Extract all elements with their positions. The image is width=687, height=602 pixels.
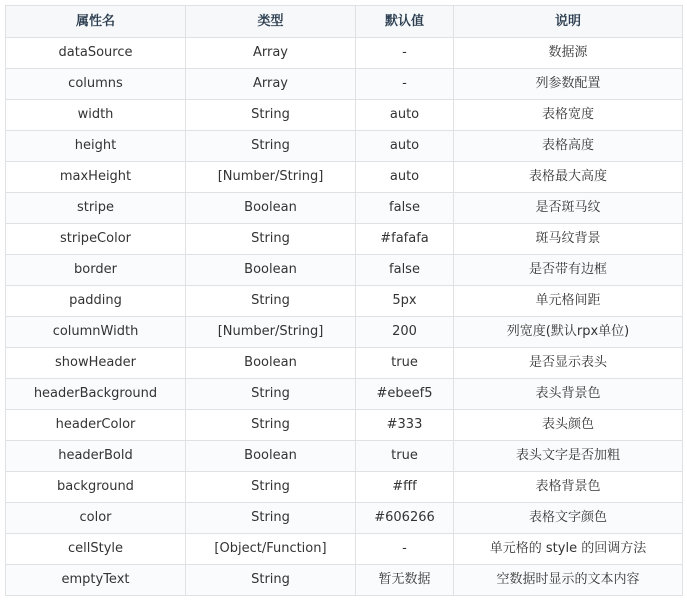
- cell-description: 表头背景色: [454, 379, 683, 410]
- cell-prop-name: maxHeight: [6, 162, 186, 193]
- cell-description: 是否显示表头: [454, 348, 683, 379]
- table-row: [6, 100, 683, 131]
- cell-prop-name: columnWidth: [6, 317, 186, 348]
- cell-description: 是否斑马纹: [454, 193, 683, 224]
- cell-type: Boolean: [186, 441, 356, 472]
- cell-description: 列宽度(默认rpx单位): [454, 317, 683, 348]
- header-row: [6, 6, 683, 38]
- table-row: [6, 131, 683, 162]
- table-row: [6, 224, 683, 255]
- props-table: [5, 5, 683, 596]
- cell-default: -: [356, 534, 454, 565]
- cell-description: 斑马纹背景: [454, 224, 683, 255]
- cell-prop-name: border: [6, 255, 186, 286]
- cell-default: -: [356, 69, 454, 100]
- table-body: [6, 38, 683, 596]
- cell-type: String: [186, 379, 356, 410]
- cell-type: Boolean: [186, 348, 356, 379]
- cell-type: String: [186, 100, 356, 131]
- cell-description: 单元格间距: [454, 286, 683, 317]
- cell-description: 单元格的 style 的回调方法: [454, 534, 683, 565]
- cell-default: #ebeef5: [356, 379, 454, 410]
- cell-default: #fafafa: [356, 224, 454, 255]
- table-header: [6, 6, 683, 38]
- cell-type: String: [186, 410, 356, 441]
- cell-description: 表格宽度: [454, 100, 683, 131]
- table-row: [6, 193, 683, 224]
- cell-default: auto: [356, 100, 454, 131]
- cell-default: 200: [356, 317, 454, 348]
- table-row: [6, 286, 683, 317]
- cell-prop-name: dataSource: [6, 38, 186, 69]
- table-row: [6, 472, 683, 503]
- cell-type: String: [186, 503, 356, 534]
- cell-prop-name: cellStyle: [6, 534, 186, 565]
- header-default: 默认值: [356, 6, 454, 38]
- cell-type: String: [186, 472, 356, 503]
- cell-type: [Object/Function]: [186, 534, 356, 565]
- cell-default: 5px: [356, 286, 454, 317]
- header-type: 类型: [186, 6, 356, 38]
- cell-prop-name: stripeColor: [6, 224, 186, 255]
- cell-prop-name: headerBackground: [6, 379, 186, 410]
- table-row: [6, 441, 683, 472]
- cell-prop-name: showHeader: [6, 348, 186, 379]
- cell-prop-name: color: [6, 503, 186, 534]
- table-row: [6, 162, 683, 193]
- cell-description: 是否带有边框: [454, 255, 683, 286]
- cell-description: 表格文字颜色: [454, 503, 683, 534]
- cell-type: Array: [186, 38, 356, 69]
- cell-default: #fff: [356, 472, 454, 503]
- cell-prop-name: emptyText: [6, 565, 186, 596]
- cell-description: 列参数配置: [454, 69, 683, 100]
- table-row: [6, 565, 683, 596]
- cell-description: 表格高度: [454, 131, 683, 162]
- props-table-container: [5, 5, 683, 596]
- cell-prop-name: height: [6, 131, 186, 162]
- cell-default: auto: [356, 131, 454, 162]
- cell-default: false: [356, 193, 454, 224]
- cell-default: true: [356, 441, 454, 472]
- cell-type: String: [186, 565, 356, 596]
- cell-default: -: [356, 38, 454, 69]
- table-row: [6, 348, 683, 379]
- cell-prop-name: width: [6, 100, 186, 131]
- cell-type: String: [186, 224, 356, 255]
- header-description: 说明: [454, 6, 683, 38]
- cell-description: 表头文字是否加粗: [454, 441, 683, 472]
- cell-default: 暂无数据: [356, 565, 454, 596]
- table-row: [6, 255, 683, 286]
- cell-type: Boolean: [186, 255, 356, 286]
- cell-default: false: [356, 255, 454, 286]
- cell-description: 表格最大高度: [454, 162, 683, 193]
- cell-description: 数据源: [454, 38, 683, 69]
- cell-default: auto: [356, 162, 454, 193]
- table-row: [6, 410, 683, 441]
- cell-default: #333: [356, 410, 454, 441]
- cell-default: #606266: [356, 503, 454, 534]
- table-row: [6, 534, 683, 565]
- table-row: [6, 317, 683, 348]
- cell-prop-name: padding: [6, 286, 186, 317]
- cell-prop-name: headerBold: [6, 441, 186, 472]
- table-row: [6, 503, 683, 534]
- cell-description: 表头颜色: [454, 410, 683, 441]
- header-prop-name: 属性名: [6, 6, 186, 38]
- cell-prop-name: headerColor: [6, 410, 186, 441]
- cell-type: String: [186, 286, 356, 317]
- table-row: [6, 69, 683, 100]
- cell-prop-name: columns: [6, 69, 186, 100]
- cell-prop-name: background: [6, 472, 186, 503]
- table-row: [6, 38, 683, 69]
- cell-prop-name: stripe: [6, 193, 186, 224]
- cell-description: 表格背景色: [454, 472, 683, 503]
- cell-default: true: [356, 348, 454, 379]
- table-row: [6, 379, 683, 410]
- cell-type: String: [186, 131, 356, 162]
- cell-type: [Number/String]: [186, 162, 356, 193]
- cell-type: Array: [186, 69, 356, 100]
- cell-description: 空数据时显示的文本内容: [454, 565, 683, 596]
- cell-type: [Number/String]: [186, 317, 356, 348]
- cell-type: Boolean: [186, 193, 356, 224]
